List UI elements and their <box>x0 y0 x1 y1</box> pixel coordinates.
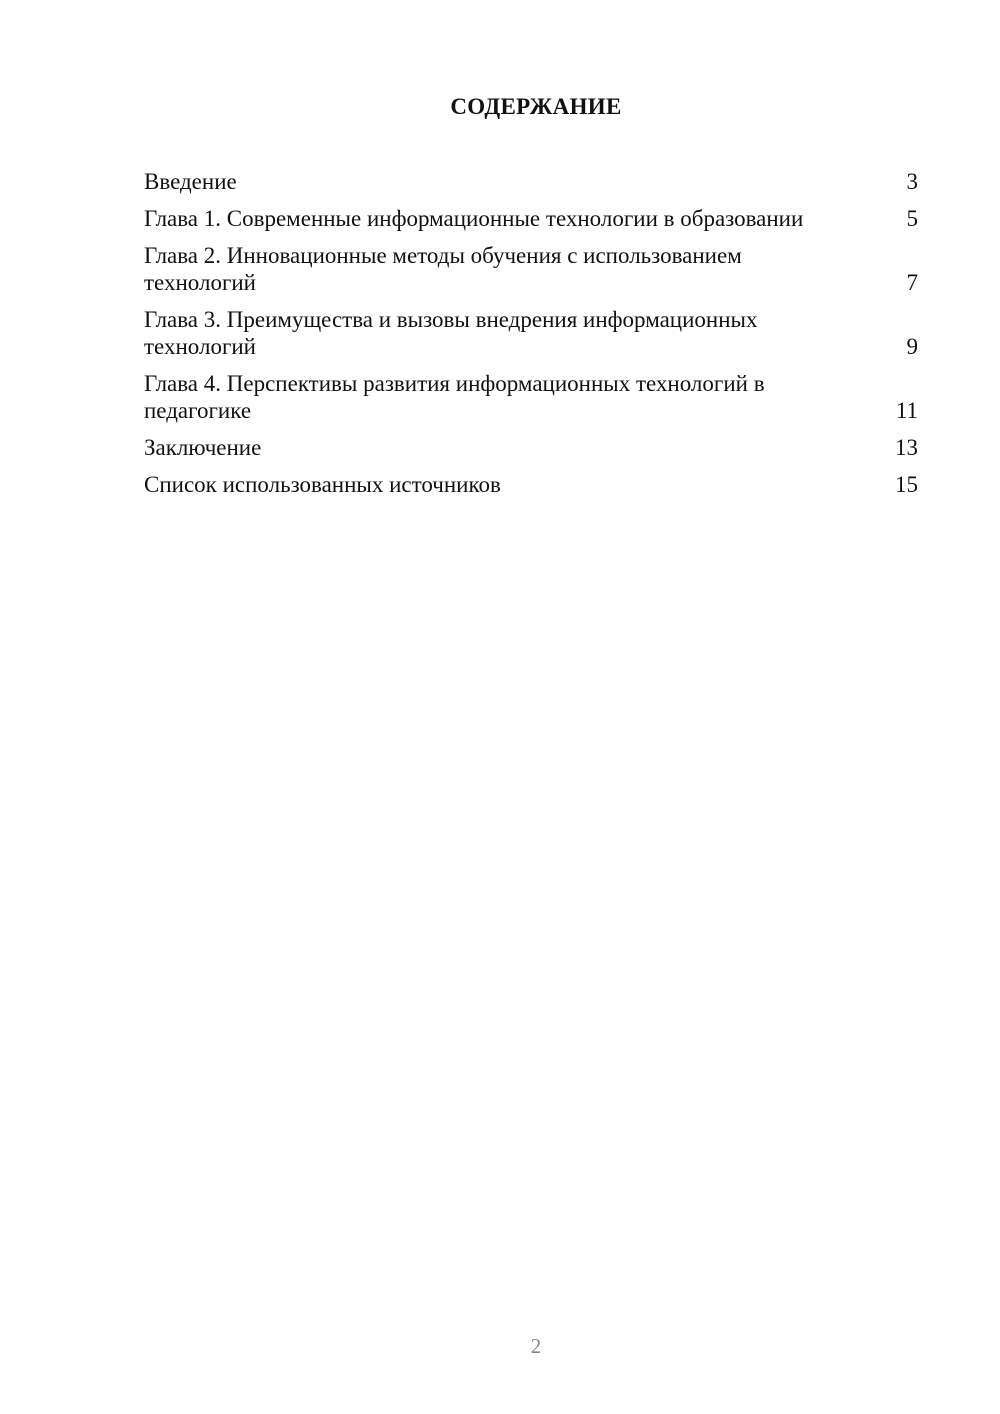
toc-title: СОДЕРЖАНИЕ <box>450 94 622 119</box>
toc-entry-label: Введение <box>144 169 237 194</box>
toc-entry-conclusion <box>144 434 918 461</box>
toc-entry-page: 5 <box>906 206 918 231</box>
toc-entry-label: Глава 3. Преимущества и вызовы внедрения информационных технологий <box>144 307 758 359</box>
toc-entry-page: 7 <box>906 270 918 295</box>
toc-entry-chapter-3 <box>144 306 918 360</box>
toc-entry-references <box>144 471 918 498</box>
toc-entry-label: Заключение <box>144 435 262 460</box>
table-of-contents <box>144 168 918 508</box>
toc-entry-label: Список использованных источников <box>144 472 501 497</box>
toc-entry-page: 9 <box>906 334 918 359</box>
toc-entry-page: 15 <box>895 472 918 497</box>
toc-entry-label: Глава 2. Инновационные методы обучения с использованием технологий <box>144 243 742 295</box>
toc-entry-page: 13 <box>895 435 918 460</box>
toc-entry-introduction <box>144 168 918 195</box>
toc-entry-chapter-2 <box>144 242 918 296</box>
toc-entry-page: 11 <box>895 398 918 423</box>
toc-entry-page: 3 <box>906 169 918 194</box>
toc-entry-label: Глава 4. Перспективы развития информационных технологий в педагогике <box>144 371 765 423</box>
toc-entry-chapter-1 <box>144 205 918 232</box>
page-number: 2 <box>530 1334 542 1358</box>
toc-entry-chapter-4 <box>144 370 918 424</box>
toc-entry-label: Глава 1. Современные информационные технологии в образовании <box>144 206 804 231</box>
